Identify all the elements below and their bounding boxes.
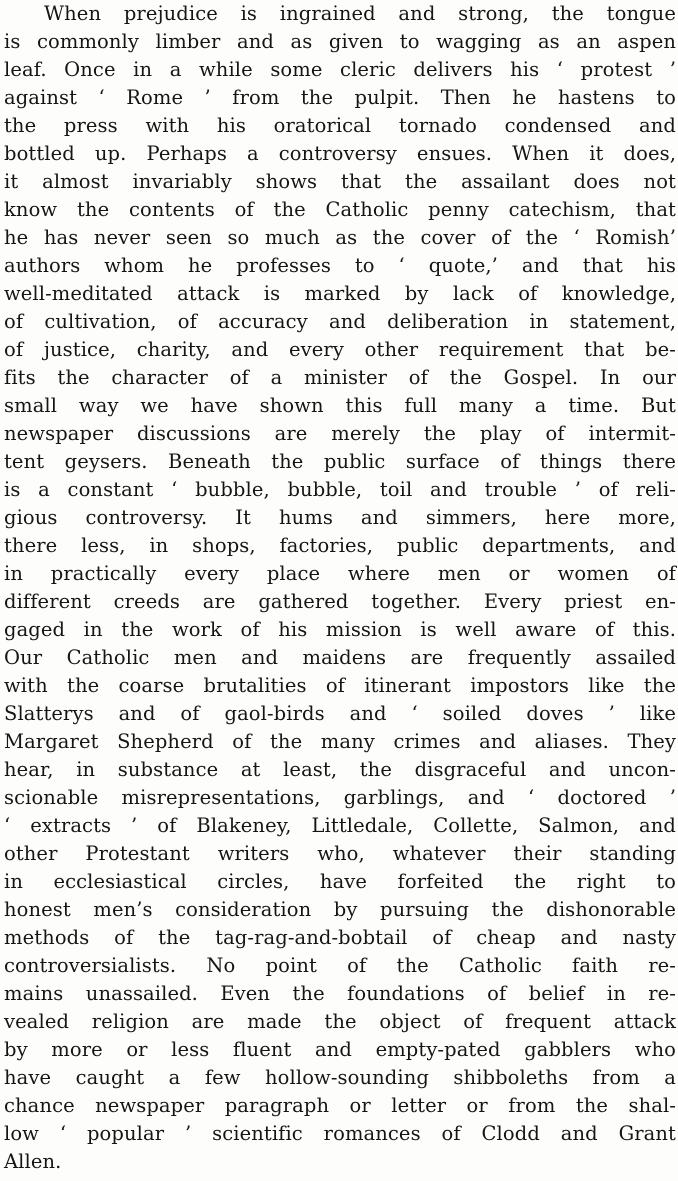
text-line: newspaper discussions are merely the play of intermit-	[4, 422, 676, 445]
text-line: low ‘ popular ’ scientific romances of Clodd and Grant	[4, 1122, 676, 1145]
text-line: Allen.	[4, 1150, 62, 1173]
text-line: fits the character of a minister of the Gospel. In our	[4, 366, 676, 389]
text-line: it almost invariably shows that the assailant does not	[4, 170, 676, 193]
text-line: bottled up. Perhaps a controversy ensues. When it does,	[4, 142, 676, 165]
text-line: small way we have shown this full many a time. But	[4, 394, 676, 417]
text-line: chance newspaper paragraph or letter or from the shal-	[4, 1094, 676, 1117]
text-line: leaf. Once in a while some cleric delivers his ‘ protest ’	[4, 58, 676, 81]
text-line: Margaret Shepherd of the many crimes and aliases. They	[4, 730, 676, 753]
text-line: gaged in the work of his mission is well aware of this.	[4, 618, 676, 641]
text-line: hear, in substance at least, the disgraceful and uncon-	[4, 758, 676, 781]
text-line: different creeds are gathered together. Every priest en-	[4, 590, 676, 613]
text-line: in ecclesiastical circles, have forfeited the right to	[4, 870, 676, 893]
text-line: methods of the tag-rag-and-bobtail of cheap and nasty	[4, 926, 676, 949]
text-line: against ‘ Rome ’ from the pulpit. Then he hastens to	[4, 86, 676, 109]
text-line: gious controversy. It hums and simmers, here more,	[4, 506, 676, 529]
text-line: is a constant ‘ bubble, bubble, toil and trouble ’ of reli-	[4, 478, 676, 501]
text-line: is commonly limber and as given to wagging as an aspen	[4, 30, 676, 53]
text-line: ‘ extracts ’ of Blakeney, Littledale, Collette, Salmon, and	[4, 814, 676, 837]
text-line: have caught a few hollow-sounding shibboleths from a	[4, 1066, 676, 1089]
text-line: vealed religion are made the object of frequent attack	[4, 1010, 676, 1033]
text-line: other Protestant writers who, whatever their standing	[4, 842, 676, 865]
text-line: controversialists. No point of the Catholic faith re-	[4, 954, 676, 977]
text-line: by more or less fluent and empty-pated gabblers who	[4, 1038, 676, 1061]
text-line: honest men’s consideration by pursuing the dishonorable	[4, 898, 676, 921]
text-line: with the coarse brutalities of itinerant impostors like the	[4, 674, 676, 697]
text-line: of cultivation, of accuracy and deliberation in statement,	[4, 310, 676, 333]
text-line: well-meditated attack is marked by lack of knowledge,	[4, 282, 676, 305]
text-line: know the contents of the Catholic penny catechism, that	[4, 198, 676, 221]
text-line: there less, in shops, factories, public departments, and	[4, 534, 676, 557]
text-line: Our Catholic men and maidens are frequently assailed	[4, 646, 676, 669]
text-line: When prejudice is ingrained and strong, the tongue	[44, 2, 676, 25]
text-line: Slatterys and of gaol-birds and ‘ soiled doves ’ like	[4, 702, 676, 725]
text-line: in practically every place where men or women of	[4, 562, 676, 585]
text-line: scionable misrepresentations, garblings, and ‘ doctored ’	[4, 786, 676, 809]
text-line: he has never seen so much as the cover of the ‘ Romish’	[4, 226, 676, 249]
text-line: tent geysers. Beneath the public surface of things there	[4, 450, 676, 473]
text-line: the press with his oratorical tornado condensed and	[4, 114, 676, 137]
text-line: mains unassailed. Even the foundations of belief in re-	[4, 982, 676, 1005]
text-line: of justice, charity, and every other requirement that be-	[4, 338, 676, 361]
text-line: authors whom he professes to ‘ quote,’ and that his	[4, 254, 676, 277]
